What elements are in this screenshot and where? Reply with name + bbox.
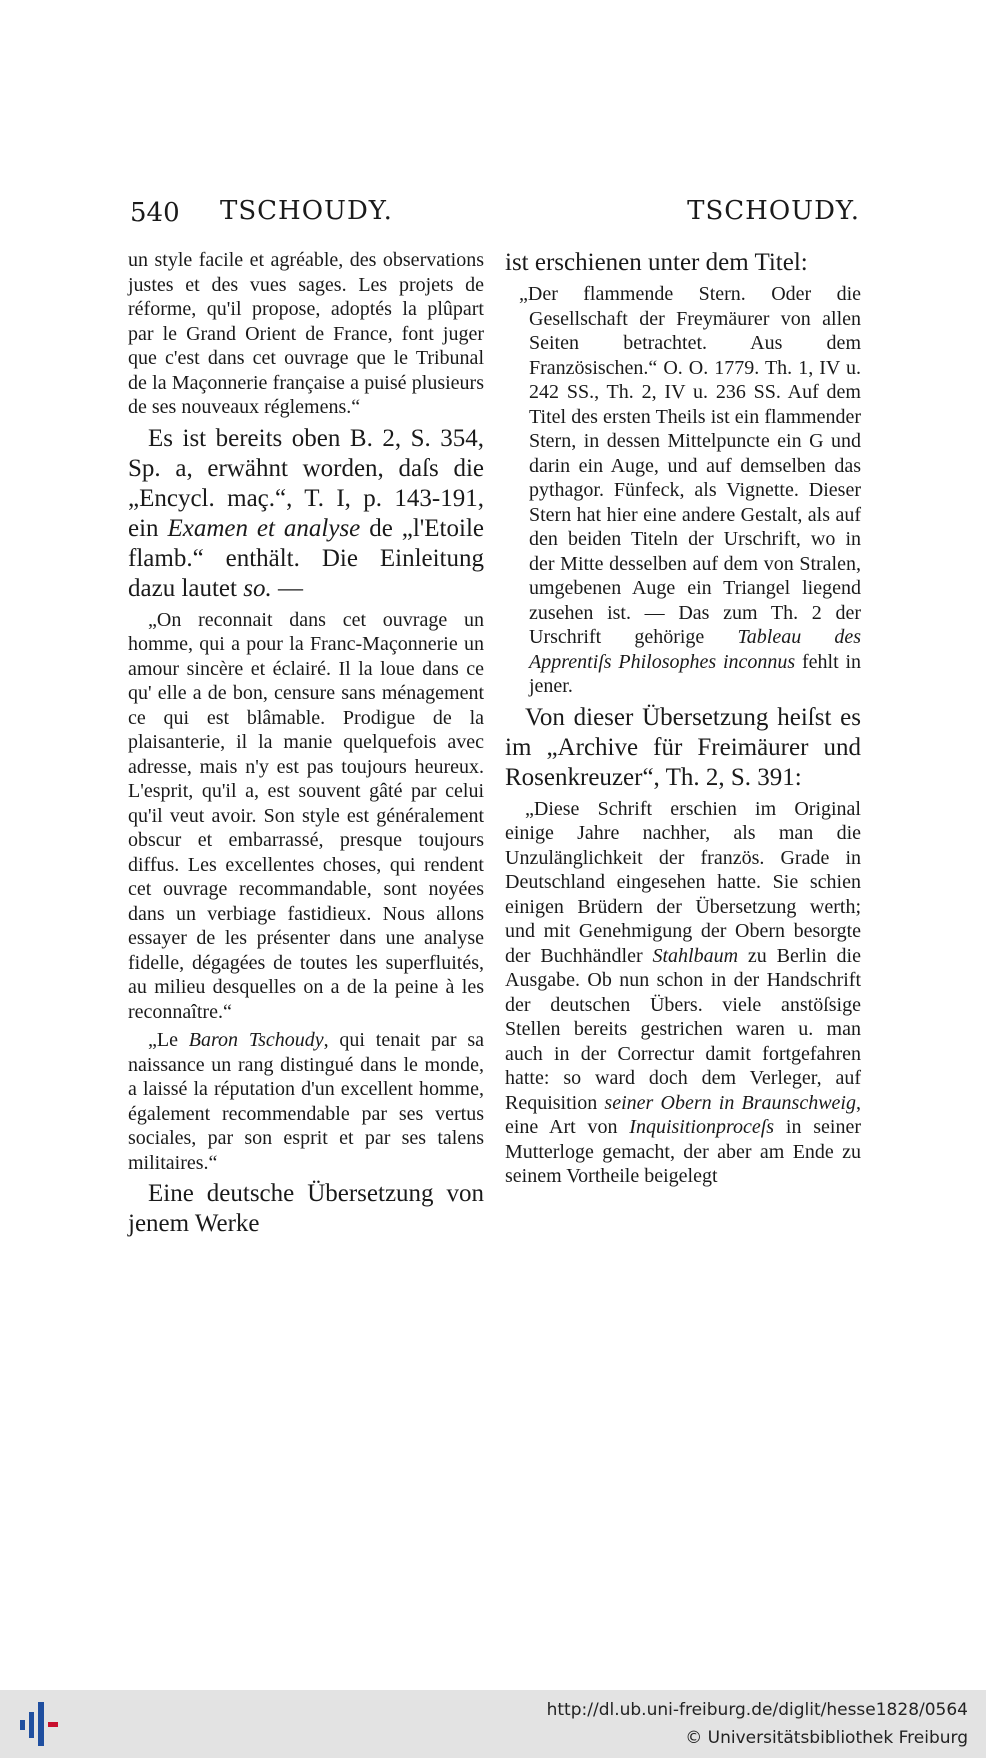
right-column	[505, 248, 861, 1189]
copyright-notice: © Universitätsbibliothek Freiburg	[685, 1728, 968, 1748]
page-header	[130, 190, 860, 230]
title-description-text: „Der flammende Stern. Oder die Gesellschaft der Freymäurer von allen Seiten betrachtet. Aus dem Französischen.“ O. O. 1779. Th. 1, IV u. 242 SS., Th. 2, IV u. 236 SS. Auf dem Titel des ersten Theils ist ein flammender Stern, in dessen Mittelpuncte ein G und darin ein Auge, und auf demselben das pythagor. Fünfeck, als Vignette. Dieser Stern hat hier eine andere Gestalt, als auf den beiden Titeln der Urschrift, wo in der Mitte desselben auf dem von Stralen, umgebenen Auge ein Triangel liegend zusehen ist. — Das zum Th. 2 der Urschrift gehörige Tableau des Apprentiſs Philosophes inconnus fehlt in jener.	[519, 283, 861, 697]
footer-bar	[0, 1690, 986, 1758]
running-title-left: TSCHOUDY.	[220, 196, 393, 226]
paragraph-baron-tschoudy: „Le Baron Tschoudy, qui tenait par sa naissance un rang distingué dans le monde, a laissé la réputation d'un excellent homme, également recommendable par ses vertus sociales, par son esprit et par ses talens militaires.“	[128, 1029, 484, 1174]
permalink-url[interactable]: http://dl.ub.uni-freiburg.de/diglit/hesse1828/0564	[546, 1700, 968, 1720]
library-logo-icon	[14, 1698, 64, 1750]
paragraph-archive-reference: Von dieser Übersetzung heiſst es im „Archive für Freimäurer und Rosenkreuzer“, Th. 2, S. 391:	[505, 703, 861, 791]
paragraph-encyclopedia-note: Es ist bereits oben B. 2, S. 354, Sp. a, erwähnt worden, daſs die „Encycl. maç.“, T. I, p. 143-191, ein Examen et analyse de „l'Etoile flamb.“ enthält. Die Einleitung dazu lautet so. —	[128, 424, 484, 602]
left-column	[128, 248, 484, 1239]
quote-title-description	[505, 282, 861, 699]
paragraph-french-quote-end: un style facile et agréable, des observations justes et des vues sages. Les projets de réforme, qu'il propose, adoptés la plûpart par le Grand Orient de France, font juger que c'est dans cet ouvrage que le Tribunal de la Maçonnerie française a puisé plusieurs de ses nouveaux réglemens.“	[128, 249, 484, 418]
page-number: 540	[130, 198, 180, 228]
paragraph-french-quote: „On reconnait dans cet ouvrage un homme, qui a pour la Franc-Maçonnerie un amour sincère et éclairé. Il la loue dans ce qu' elle a de bon, censure sans ménagement ce qui est blâmable. Prodigue de la plaisanterie, il la manie quelquefois avec adresse, mais n'y est pas toujours heureux. L'esprit, qu'il a, est souvent gâté par celui qu'il veut avoir. Son style est généralement obscur et embarrassé, presque toujours diffus. Les excellentes choses, qui rendent cet ouvrage recommandable, sont noyées dans un verbiage fastidieux. Nous allons essayer de les présenter dans une analyse fidelle, dégagées de toutes les superfluités, au milieu desquelles on a de la peine à les reconnaître.“	[128, 608, 484, 1023]
paragraph-translation-intro: Eine deutsche Übersetzung von jenem Werke	[128, 1180, 484, 1237]
paragraph-archive-quote: „Diese Schrift erschien im Original einige Jahre nachher, als man die Unzulänglichkeit der französ. Grade in Deutschland eingesehen hatte. Sie schien einigen Brüdern der Übersetzung werth; und mit Genehmigung der Obern besorgte der Buchhändler Stahlbaum zu Berlin die Ausgabe. Ob nun schon in der Handschrift der deutschen Übers. viele anstöſsige Stellen bereits gestrichen waren u. man auch in der Correctur damit fortgefahren hatte: so ward doch dem Verleger, auf Requisition seiner Obern in Braunschweig, eine Art von Inquisitionproceſs in seiner Mutterloge gemacht, der aber am Ende zu seinem Vortheile beigelegt	[505, 797, 862, 1187]
running-title-right: TSCHOUDY.	[687, 196, 860, 226]
paragraph-title-intro: ist erschienen unter dem Titel:	[505, 249, 808, 276]
